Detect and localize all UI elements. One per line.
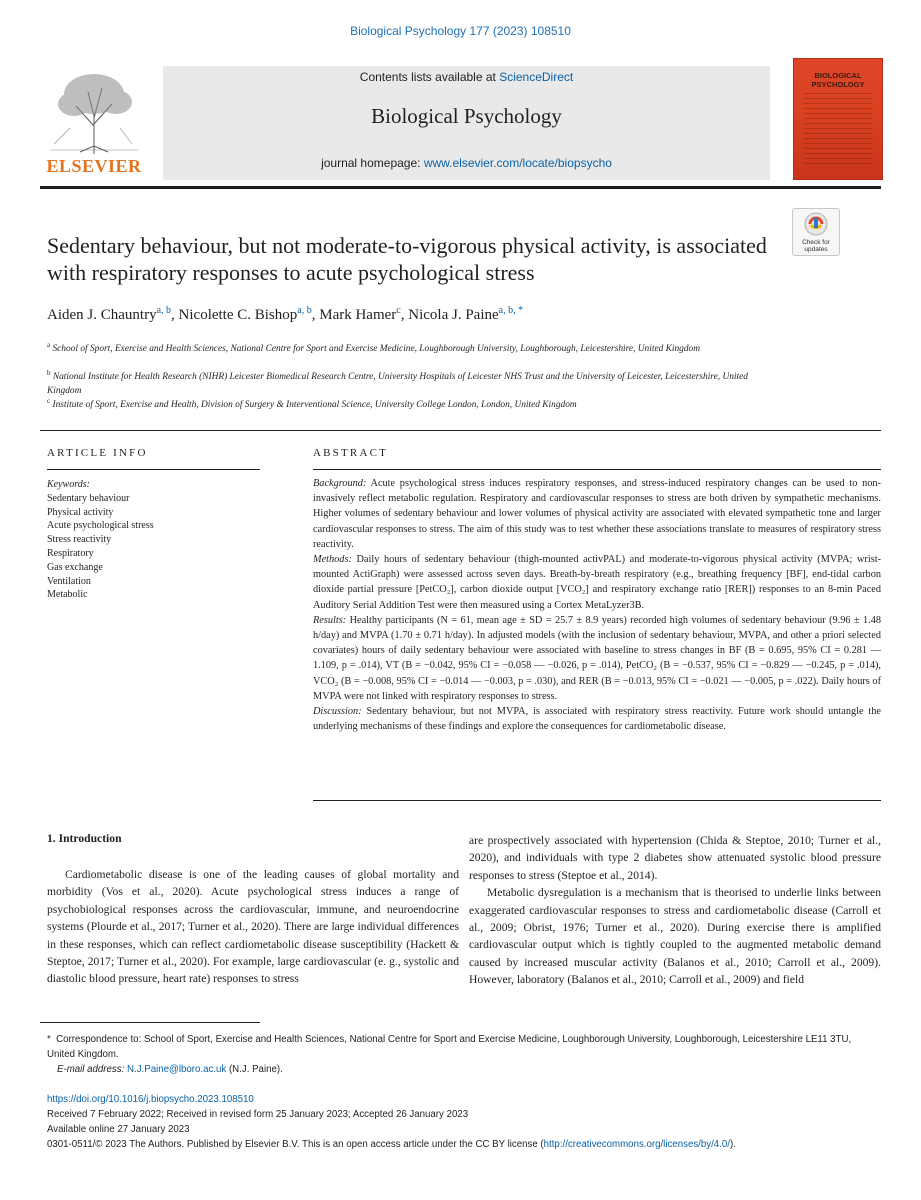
abstract-body: [313, 476, 881, 734]
abstract-results: Results: Healthy participants (N = 61, mean age ± SD = 25.7 ± 8.9 years) recorded high volumes of sedentary behaviour (9.96 ± 1.48 h/day) and MVPA (1.70 ± 0.71 h/day). In adjusted models (with the inclusion of sedentary behaviour, MVPA, and other a priori selected covariates) hours of daily sedentary behaviour were associated with baseline to stress changes in BF (B = 0.695, 95% CI = 0.281 — 1.109, p = .014), VT (B = −0.042, 95% CI = −0.058 — −0.026, p = .014), PetCO₂ (B = −0.537, 95% CI = −0.829 — −0.245, p = .014), VCO₂ (B = −0.008, 95% CI = −0.014 — −0.003, p = .030), and RER (B = −0.013, 95% CI = −0.021 — −0.005, p = .022). Daily hours of MVPA were not linked with respiratory responses to stress.: [313, 614, 881, 702]
author-affiliation-marks[interactable]: c: [396, 305, 401, 316]
keyword: Physical activity: [47, 506, 114, 518]
keyword: Gas exchange: [47, 561, 103, 573]
elsevier-logo[interactable]: [40, 66, 148, 178]
abstract-discussion: Discussion: Sedentary behaviour, but not MVPA, is associated with respiratory stress reactivity. Future work should untangle the underlying mechanisms of these findings and explore the consequences for cardiometabolic disease.: [313, 706, 881, 733]
keyword: Respiratory: [47, 547, 94, 559]
article-footer: [47, 1092, 887, 1152]
keyword: Acute psychological stress: [47, 520, 154, 532]
keyword: Sedentary behaviour: [47, 492, 130, 504]
abstract-background: Background: Acute psychological stress induces respiratory responses, and stress-induced respiratory changes can be used to non-invasively reflect metabolic regulation. Respiratory and cardiovascular responses to stress are both driven by sympathetic mechanisms. Higher volumes of sedentary behaviour and lower volumes of physical activity are associated with elevated sympathetic tone and larger cardiovascular responses to stress. The aim of this study was to test whether these associations translate to measures of respiratory stress reactivity.: [313, 478, 881, 550]
correspondence-line: * Correspondence to: School of Sport, Exercise and Health Sciences, National Centre for Sport and Exercise Medicine, Loughborough University, Loughborough, Leicestershire LE11 3TU, United Kingdom.: [47, 1034, 852, 1060]
abstract-methods: Methods: Daily hours of sedentary behaviour (thigh-mounted activPAL) and moderate-to-vigorous physical activity (MVPA; wrist-mounted ActiGraph) were assessed across seven days. Breath-by-breath respiratory (e.g., breathing frequency [BF], end-tidal carbon dioxide partial pressure [PetCO₂], carbon dioxide output [VCO₂] and respiratory exchange ratio [RER]) responses to an 8-min Paced Auditory Serial Addition Test were then measured using a Cortex MetaLyzer3B.: [313, 554, 881, 611]
running-head[interactable]: Biological Psychology 177 (2023) 108510: [350, 24, 571, 38]
author-name[interactable]: Mark Hamer: [319, 307, 397, 323]
check-updates-icon: [793, 209, 839, 239]
section-rule: [40, 430, 881, 431]
available-online: Available online 27 January 2023: [47, 1124, 190, 1135]
author-name[interactable]: Aiden J. Chauntry: [47, 307, 157, 323]
keyword: Metabolic: [47, 589, 88, 601]
abstract-bottom-rule: [313, 800, 881, 801]
email-link[interactable]: N.J.Paine@lboro.ac.uk: [127, 1064, 227, 1075]
keywords-block: [47, 478, 154, 602]
header-rule: [40, 186, 881, 189]
keyword: Ventilation: [47, 575, 91, 587]
keywords-label: Keywords:: [47, 479, 90, 490]
license-link[interactable]: http://creativecommons.org/licenses/by/4.0/: [543, 1139, 730, 1150]
introduction-heading: 1. Introduction: [47, 832, 122, 845]
cover-title: BIOLOGICAL PSYCHOLOGY: [811, 71, 865, 89]
check-for-updates-button[interactable]: [792, 208, 840, 256]
author-affiliation-marks[interactable]: a, b: [297, 305, 312, 316]
license-line: 0301-0511/© 2023 The Authors. Published by Elsevier B.V. This is an open access article under the CC BY license (http://creativecommons.org/licenses/by/4.0/).: [47, 1139, 736, 1150]
intro-paragraph: Metabolic dysregulation is a mechanism that is theorised to underlie links between exaggerated cardiovascular responses to stress and cardiometabolic disease (Carroll et al., 2009; Obrist, 1976; Turner et al., 2020). During exercise there is amplified cardiovascular output which is tightly coupled to the augmented metabolic demand caused by increased muscular activity (Balanos et al., 2010; Carroll et al., 2009). However, laboratory (Balanos et al., 2010; Carroll et al., 2009) and field: [469, 886, 881, 987]
journal-homepage-link[interactable]: www.elsevier.com/locate/biopsycho: [423, 156, 612, 170]
intro-paragraph: Cardiometabolic disease is one of the leading causes of global mortality and morbidity (Vos et al., 2020). Acute psychological stress induces a range of psychobiological responses across the cardiovascular, immune, and neuroendocrine systems (Plourde et al., 2017; Turner et al., 2020). There are large individual differences in these responses, which can reflect cardiometabolic disease susceptibility (Hackett & Steptoe, 2017; Turner et al., 2020). For example, large cardiovascular (e. g., systolic and diastolic blood pressure, heart rate) responses to stress: [47, 868, 459, 986]
journal-cover-thumbnail[interactable]: [793, 58, 883, 180]
article-info-heading: ARTICLE INFO: [47, 447, 148, 459]
body-column-left: [47, 866, 459, 988]
body-column-right: [469, 832, 881, 989]
homepage-line: journal homepage: www.elsevier.com/locate/biopsycho: [321, 156, 612, 170]
check-updates-label: Check for updates: [802, 239, 830, 253]
author-name[interactable]: Nicolette C. Bishop: [178, 307, 298, 323]
abstract-heading: ABSTRACT: [313, 447, 389, 459]
author-list: Aiden J. Chauntry$^{a, b}$, Nicolette C. Bishop$^{a, b}$, Mark Hamer$^c$, Nicola J. Paine$^{a, b, *}$: [47, 305, 524, 323]
author-affiliation-marks[interactable]: a, b, *: [498, 305, 524, 316]
footnote-rule: [40, 1022, 260, 1023]
article-history: Received 7 February 2022; Received in revised form 25 January 2023; Accepted 26 January 2023: [47, 1109, 469, 1120]
affiliation: $^c$ Institute of Sport, Exercise and Health, Division of Surgery & Interventional Science, University College London, London, United Kingdom: [47, 397, 577, 411]
doi-link[interactable]: https://doi.org/10.1016/j.biopsycho.2023.108510: [47, 1094, 254, 1105]
journal-banner: [163, 66, 770, 180]
article-info-rule: [47, 469, 260, 470]
elsevier-wordmark: ELSEVIER: [46, 156, 142, 176]
contents-line: Contents lists available at ScienceDirect: [359, 70, 574, 84]
author-affiliation-marks[interactable]: a, b: [156, 305, 172, 316]
intro-paragraph-continued: are prospectively associated with hypertension (Chida & Steptoe, 2010; Turner et al., 2020), and individuals with type 2 diabetes show attenuated systolic blood pressure responses to stress (Steptoe et al., 2014).: [469, 834, 881, 882]
sciencedirect-link[interactable]: ScienceDirect: [499, 70, 574, 84]
keyword: Stress reactivity: [47, 534, 112, 546]
abstract-rule: [313, 469, 881, 470]
article-title: Sedentary behaviour, but not moderate-to-vigorous physical activity, is associated with respiratory responses to acute psychological stress: [47, 233, 767, 285]
author-name[interactable]: Nicola J. Paine: [408, 307, 499, 323]
journal-title: Biological Psychology: [371, 104, 562, 128]
affiliation: $^b$ National Institute for Health Research (NIHR) Leicester Biomedical Research Centre, University Hospitals of Leicester NHS Trust and the University of Leicester, Leicestershire, United Kingdom: [47, 369, 748, 397]
affiliation: $^a$ School of Sport, Exercise and Health Sciences, National Centre for Sport and Exercise Medicine, Loughborough University, Loughborough, Leicestershire, United Kingdom: [47, 341, 701, 355]
email-line: E-mail address: N.J.Paine@lboro.ac.uk (N.J. Paine).: [57, 1064, 283, 1075]
cover-contents-graphic: [804, 93, 872, 167]
correspondence-footnote: [47, 1032, 881, 1077]
